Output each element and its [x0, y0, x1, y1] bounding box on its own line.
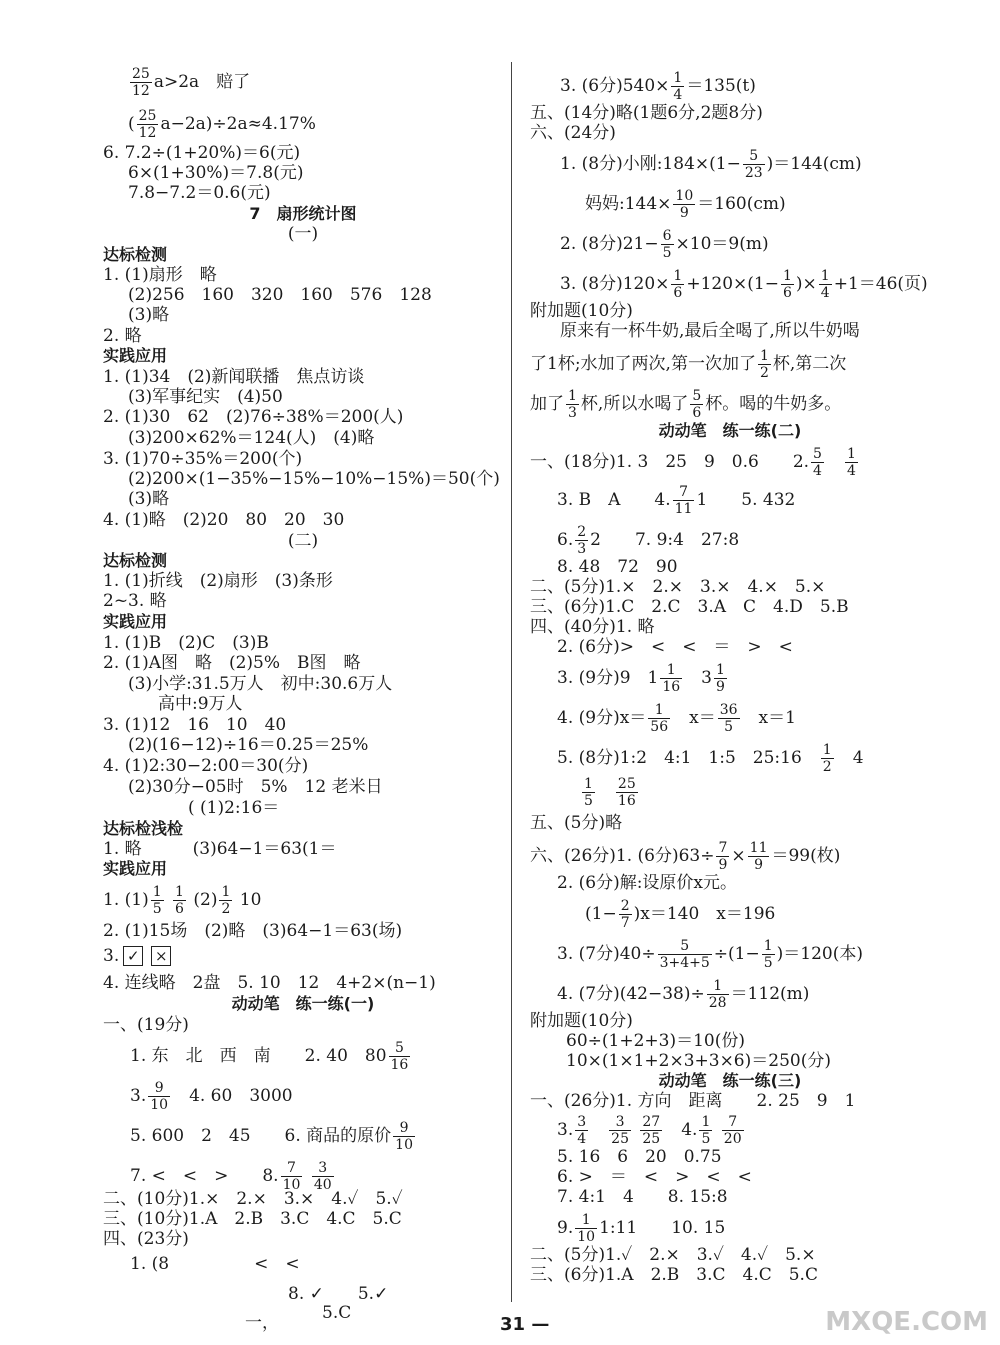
line: 二、(10分)1.× 2.× 3.× 4.✓ 5.✓ — [103, 1189, 403, 1209]
line: 一， — [245, 1313, 279, 1333]
line: 3. (9分)9 1 $\frac{1}{16}$ 3 $\frac{1}{9}$ — [557, 662, 725, 695]
fraction: $\frac{1}{4}$ — [673, 70, 683, 103]
line: 一、(26分)1. 方向 距离 2. 25 9 1 — [530, 1091, 856, 1111]
line: 高中:9万人 — [158, 694, 243, 714]
line: 7. 4:1 4 8. 15:8 — [557, 1187, 728, 1207]
fraction: $\frac{25}{12}$ — [138, 108, 157, 141]
line: (3)小学:31.5万人 初中:30.6万人 — [128, 674, 393, 694]
fraction: $\frac{1}{56}$ — [650, 702, 669, 735]
fraction: $\frac{5}{4}$ — [813, 446, 822, 479]
line: 3. (6分)540× $\frac{1}{4}$ ＝135(t) — [560, 70, 756, 103]
line: 1. 略 (3)64−1＝63(1＝ — [103, 839, 337, 859]
fraction: $\frac{1}{5}$ — [701, 1114, 711, 1147]
line: 3. (7分)40÷ $\frac{5}{3+4+5}$ ÷(1− $\frac{1}{5}$ )＝120(本) — [557, 938, 863, 971]
fraction: $\frac{3}{40}$ — [313, 1160, 332, 1193]
fraction: $\frac{1}{2}$ — [759, 348, 769, 381]
fraction: $\frac{9}{10}$ — [150, 1080, 169, 1113]
fraction: $\frac{27}{25}$ — [642, 1114, 661, 1147]
line: 1. (8 < < — [130, 1254, 300, 1274]
watermark-logo: MXQE.COM — [825, 1307, 988, 1337]
fraction: $\frac{2}{7}$ — [620, 898, 630, 931]
line: 三、(6分)1.C 2.C 3.A C 4.D 5.B — [530, 597, 849, 617]
line: 3. $\frac{3}{4}$ $\frac{3}{25}$ $\frac{27}{25}$ 4. $\frac{1}{5}$ $\frac{7}{20}$ — [557, 1114, 742, 1147]
line: $\frac{25}{12}$ a>2a 赔了 — [132, 66, 251, 99]
line: 四、(40分)1. 略 — [530, 617, 655, 637]
line: 4. (1)2:30−2:00＝30(分) — [103, 756, 309, 776]
line: 5. 16 6 20 0.75 — [557, 1147, 722, 1167]
line: 2. (6分)解:设原价x元。 — [557, 873, 738, 893]
section-heading: 达标检测 — [103, 551, 168, 570]
line: 3. (1)12 16 10 40 — [103, 715, 287, 735]
line: 2. (6分)> < < ＝ > < — [557, 637, 793, 657]
fraction: $\frac{1}{5}$ — [152, 884, 162, 917]
fraction: $\frac{6}{5}$ — [662, 228, 672, 261]
line: 6. > ＝ < > < < — [557, 1167, 752, 1187]
section-title: 动动笔 练一练(一) — [231, 994, 375, 1013]
fraction: $\frac{2}{3}$ — [577, 524, 587, 557]
fraction: $\frac{5}{16}$ — [390, 1040, 409, 1073]
fraction: $\frac{7}{11}$ — [674, 484, 693, 517]
line: 60÷(1+2+3)＝10(份) — [566, 1031, 745, 1051]
line: 一、(19分) — [103, 1015, 189, 1035]
line: 3. (8分)120× $\frac{1}{6}$ +120×(1− $\frac{1}{6}$ )× $\frac{1}{4}$ +1＝46(页) — [560, 268, 928, 301]
fraction: $\frac{7}{9}$ — [718, 840, 728, 873]
fraction: $\frac{1}{6}$ — [782, 268, 792, 301]
line: 二、(5分)1.× 2.× 3.× 4.× 5.× — [530, 577, 826, 597]
line: 4. 连线略 2盘 5. 10 12 4+2×(n−1) — [103, 973, 436, 993]
line: 附加题(10分) — [530, 301, 633, 321]
line: 三、(10分)1.A 2.B 3.C 4.C 5.C — [103, 1209, 402, 1229]
line: (2)256 160 320 160 576 128 — [128, 285, 432, 305]
line: 8. 48 72 90 — [557, 557, 678, 577]
line: (3)略 — [128, 305, 170, 325]
line: 三、(6分)1.A 2.B 3.C 4.C 5.C — [530, 1265, 818, 1285]
sub-title: (二) — [287, 531, 319, 551]
section-title: 7 扇形统计图 — [249, 204, 357, 223]
line: 6. 7.2÷(1+20%)＝6(元) — [103, 143, 301, 163]
line: 3. (1)70÷35%＝200(个) — [103, 449, 303, 469]
fraction: $\frac{5}{6}$ — [692, 388, 702, 421]
fraction: $\frac{1}{28}$ — [708, 978, 727, 1011]
line: 1. (1)折线 (2)扇形 (3)条形 — [103, 571, 333, 591]
line: (3)200×62%＝124(人) (4)略 — [128, 428, 375, 448]
line: 5. 600 2 45 6. 商品的原价 $\frac{9}{10}$ — [130, 1120, 413, 1153]
line: 2. (1)15场 (2)略 (3)64−1＝63(场) — [103, 921, 403, 941]
line: 五、(14分)略(1题6分,2题8分) — [530, 103, 763, 123]
fraction: $\frac{7}{10}$ — [282, 1160, 301, 1193]
fraction: $\frac{1}{2}$ — [221, 884, 231, 917]
line: 5. (8分)1:2 4:1 1:5 25:16 $\frac{1}{2}$ 4 — [557, 742, 864, 775]
fraction: $\frac{1}{3}$ — [568, 388, 577, 421]
line: 7. < < > 8. $\frac{7}{10}$ $\frac{3}{40}$ — [130, 1160, 332, 1193]
line: ( (1)2:16＝ — [188, 798, 280, 818]
line: 9. $\frac{1}{10}$ 1:11 10. 15 — [557, 1212, 726, 1245]
line: 六、(26分)1. (6分)63÷ $\frac{7}{9}$ × $\frac{11}{9}$ ＝99(枚) — [530, 840, 841, 873]
page-number: 31 — — [500, 1314, 550, 1335]
line: 四、(23分) — [103, 1229, 189, 1249]
line: (1− $\frac{2}{7}$ )x＝140 x＝196 — [585, 898, 776, 931]
fraction: $\frac{1}{6}$ — [175, 884, 184, 917]
line: 妈妈:144× $\frac{10}{9}$ ＝160(cm) — [585, 188, 786, 221]
fraction: $\frac{3}{4}$ — [577, 1114, 587, 1147]
line: 加了 $\frac{1}{3}$ 杯,所以水喝了 $\frac{5}{6}$ 杯。喝的牛奶多。 — [530, 388, 842, 421]
line: 7.8−7.2＝0.6(元) — [128, 183, 271, 203]
line: 6. $\frac{2}{3}$ 2 7. 9:4 27:8 — [557, 524, 740, 557]
fraction: $\frac{1}{5}$ — [763, 938, 773, 971]
section-heading: 实践应用 — [103, 612, 168, 631]
column-divider — [511, 62, 512, 1302]
fraction: $\frac{1}{10}$ — [577, 1212, 596, 1245]
line: 二、(5分)1.✓ 2.× 3.✓ 4.✓ 5.× — [530, 1245, 816, 1265]
line: 一、(18分)1. 3 25 9 0.6 2. $\frac{5}{4}$ $\frac{1}{4}$ — [530, 446, 856, 479]
fraction: $\frac{36}{5}$ — [719, 702, 738, 735]
fraction: $\frac{1}{4}$ — [820, 268, 830, 301]
line: 10×(1×1+2×3+3×6)＝250(分) — [566, 1051, 831, 1071]
cross-box: × — [151, 946, 171, 966]
line: (2)(16−12)÷16＝0.25＝25% — [128, 735, 369, 755]
line: (2)200×(1−35%−15%−10%−15%)＝50(个) — [128, 469, 500, 489]
line: 1. (1)34 (2)新闻联播 焦点访谈 — [103, 367, 365, 387]
section-heading: 达标检浅检 — [103, 819, 184, 838]
fraction: $\frac{9}{10}$ — [395, 1120, 413, 1153]
line: 2~3. 略 — [103, 591, 167, 611]
fraction: $\frac{1}{2}$ — [822, 742, 832, 775]
fraction: $\frac{5}{23}$ — [744, 148, 763, 181]
fraction: $\frac{1}{4}$ — [846, 446, 856, 479]
line: (3)略 — [128, 489, 170, 509]
sub-title: (一) — [287, 224, 319, 244]
line: 附加题(10分) — [530, 1011, 633, 1031]
line: 2. (1)A图 略 (2)5% B图 略 — [103, 653, 361, 673]
fraction: $\frac{11}{9}$ — [749, 840, 768, 873]
check-box: ✓ — [123, 946, 143, 966]
fraction: $\frac{1}{5}$ — [584, 776, 593, 809]
line: 4. (9分)x＝ $\frac{1}{56}$ x＝ $\frac{36}{5}$ x＝1 — [557, 702, 796, 735]
line: 6×(1+30%)＝7.8(元) — [128, 163, 304, 183]
line: 4. (1)略 (2)20 80 20 30 — [103, 510, 345, 530]
line: 2. (1)30 62 (2)76÷38%＝200(人) — [103, 407, 404, 427]
line: (2)30分−05时 5% 12 老米日 — [128, 777, 383, 797]
section-title: 动动笔 练一练(三) — [658, 1071, 802, 1090]
line: 了1杯;水加了两次,第一次加了 $\frac{1}{2}$ 杯,第二次 — [530, 348, 847, 381]
section-title: 动动笔 练一练(二) — [658, 421, 802, 440]
line: (3)军事纪实 (4)50 — [128, 387, 283, 407]
fraction: $\frac{1}{16}$ — [662, 662, 681, 695]
line: 原来有一杯牛奶,最后全喝了,所以牛奶喝 — [560, 321, 860, 341]
line: 8. ✓ 5.✓ — [288, 1284, 389, 1304]
line: 五、(5分)略 — [530, 813, 623, 833]
fraction: $\frac{3}{25}$ — [611, 1114, 629, 1147]
line: 2. 略 — [103, 326, 142, 346]
section-heading: 达标检测 — [103, 245, 168, 264]
fraction: $\frac{1}{9}$ — [716, 662, 725, 695]
line: ( $\frac{25}{12}$ a−2a)÷2a≈4.17% — [128, 108, 316, 141]
line: 5.C — [322, 1303, 352, 1323]
line — [580, 776, 640, 809]
line: 1. 东 北 西 南 2. 40 80 $\frac{5}{16}$ — [130, 1040, 409, 1073]
line: 1. (8分)小刚:184×(1− $\frac{5}{23}$ )＝144(cm) — [560, 148, 862, 181]
fraction: $\frac{5}{3+4+5}$ — [659, 938, 710, 971]
fraction: $\frac{7}{20}$ — [723, 1114, 742, 1147]
line: 4. (7分)(42−38)÷ $\frac{1}{28}$ ＝112(m) — [557, 978, 810, 1011]
line: 2. (8分)21− $\frac{6}{5}$ ×10＝9(m) — [560, 228, 769, 261]
line: 六、(24分) — [530, 123, 616, 143]
line: 3. B A 4. $\frac{7}{11}$ 1 5. 432 — [557, 484, 796, 517]
fraction: $\frac{25}{16}$ — [617, 776, 636, 809]
fraction: $\frac{25}{12}$ — [132, 66, 150, 99]
line: 1. (1)B (2)C (3)B — [103, 633, 269, 653]
section-heading: 实践应用 — [103, 346, 168, 365]
line: 1. (1) $\frac{1}{5}$ $\frac{1}{6}$ (2) $\frac{1}{2}$ 10 — [103, 884, 262, 917]
fraction: $\frac{1}{6}$ — [673, 268, 683, 301]
line: 1. (1)扇形 略 — [103, 265, 217, 285]
fraction: $\frac{10}{9}$ — [675, 188, 694, 221]
line: 3. ✓ × — [103, 945, 175, 967]
section-heading: 实践应用 — [103, 859, 168, 878]
line: 3. $\frac{9}{10}$ 4. 60 3000 — [130, 1080, 293, 1113]
